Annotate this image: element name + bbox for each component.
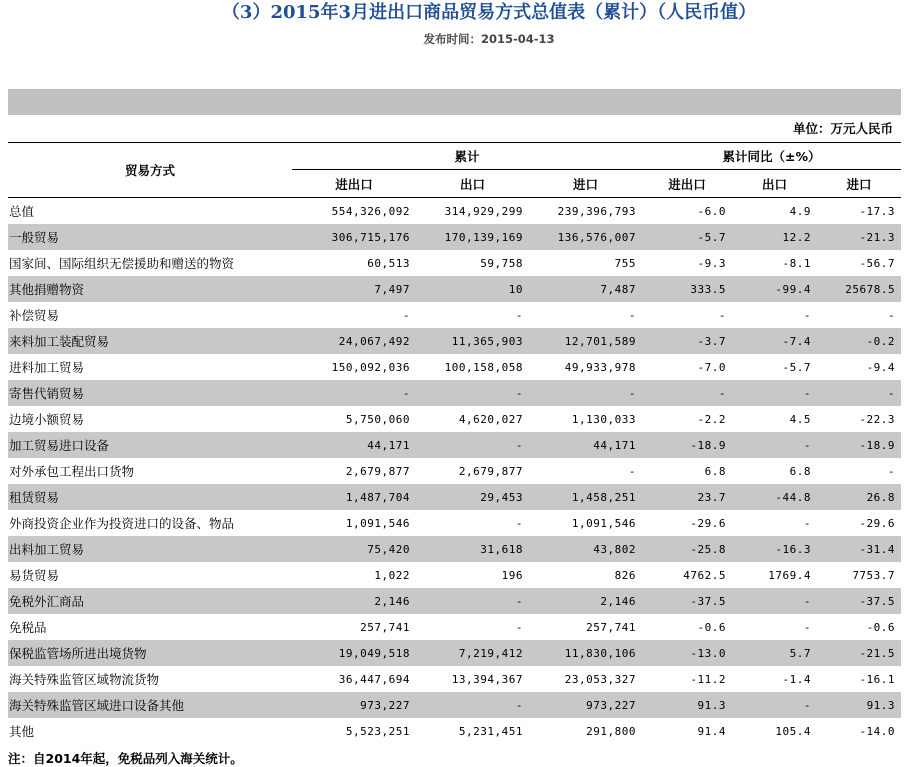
table-row: [8, 276, 901, 302]
cell-value: -56.7: [859, 256, 896, 270]
cell-value: -25.8: [642, 536, 732, 562]
cell-value: -44.8: [732, 484, 817, 510]
publish-date: [0, 31, 921, 47]
cell-value: -14.0: [859, 724, 896, 738]
cell-value: 196: [501, 568, 523, 582]
cell-value: 19,049,518: [292, 640, 416, 666]
cell-value: -: [803, 308, 812, 322]
table-row: [8, 614, 901, 640]
header-col-export: 出口: [416, 170, 529, 198]
row-label: 寄售代销贸易: [8, 380, 292, 406]
row-label: 一般贸易: [8, 224, 292, 250]
row-label: 其他: [9, 724, 35, 739]
cell-value: -: [416, 588, 529, 614]
cell-value: -0.6: [866, 620, 896, 634]
cell-value: 60,513: [367, 256, 410, 270]
table-row: [8, 250, 901, 276]
row-label: 对外承包工程出口货物: [9, 464, 135, 479]
row-label: 国家间、国际组织无偿援助和赠送的物资: [9, 256, 235, 271]
trade-table: [8, 142, 901, 744]
cell-value: 4.5: [789, 412, 812, 426]
cell-value: -: [416, 432, 529, 458]
cell-value: 1,458,251: [529, 484, 642, 510]
publish-date-value: 2015-04-13: [480, 32, 555, 46]
cell-value: -9.3: [697, 256, 727, 270]
cell-value: 5,231,451: [458, 724, 523, 738]
cell-value: 7,219,412: [416, 640, 529, 666]
cell-value: 5,523,251: [345, 724, 410, 738]
table-row: [8, 354, 901, 380]
cell-value: 136,576,007: [529, 224, 642, 250]
row-label: 海关特殊监管区域进口设备其他: [8, 692, 292, 718]
row-label: 外商投资企业作为投资进口的设备、物品: [9, 516, 235, 531]
row-label: 免税品: [9, 620, 47, 635]
cell-value: 4762.5: [683, 568, 727, 582]
table-body: [8, 198, 901, 745]
cell-value: -11.2: [690, 672, 727, 686]
cell-value: -: [732, 432, 817, 458]
cell-value: 150,092,036: [331, 360, 410, 374]
header-bar: [8, 89, 901, 115]
cell-value: -5.7: [782, 360, 812, 374]
footnote: 注：自2014年起，免税品列入海关统计。: [8, 751, 243, 766]
header-yoy: 累计同比（±%）: [642, 143, 901, 170]
table-row: [8, 536, 901, 562]
row-label: 总值: [9, 204, 35, 219]
cell-value: -7.0: [697, 360, 727, 374]
cell-value: 23.7: [642, 484, 732, 510]
cell-value: -0.6: [697, 620, 727, 634]
cell-value: 4.9: [789, 204, 812, 218]
row-label: 易货贸易: [9, 568, 60, 583]
cell-value: 2,146: [529, 588, 642, 614]
cell-value: -16.1: [859, 672, 896, 686]
cell-value: -: [887, 308, 896, 322]
cell-value: 6.8: [704, 464, 727, 478]
cell-value: -17.3: [859, 204, 896, 218]
cell-value: 2,679,877: [345, 464, 410, 478]
row-label: 租赁贸易: [8, 484, 292, 510]
cell-value: -2.2: [697, 412, 727, 426]
cell-value: -: [515, 516, 523, 530]
cell-value: -16.3: [732, 536, 817, 562]
cell-value: -13.0: [642, 640, 732, 666]
row-label: 保税监管场所进出境货物: [8, 640, 292, 666]
table-row: [8, 562, 901, 588]
header-col-total: 进出口: [292, 170, 416, 198]
row-label: 补偿贸易: [9, 308, 60, 323]
table-row: [8, 432, 901, 458]
cell-value: -31.4: [817, 536, 901, 562]
cell-value: 11,365,903: [416, 328, 529, 354]
row-label: 进料加工贸易: [9, 360, 85, 375]
table-row: [8, 224, 901, 250]
cell-value: 29,453: [416, 484, 529, 510]
cell-value: 91.4: [697, 724, 727, 738]
cell-value: 25678.5: [817, 276, 901, 302]
table-row: [8, 666, 901, 692]
row-label: 免税外汇商品: [8, 588, 292, 614]
cell-value: 7,497: [292, 276, 416, 302]
table-row: [8, 718, 901, 744]
cell-value: 2,679,877: [458, 464, 523, 478]
row-label: 海关特殊监管区域物流货物: [9, 672, 160, 687]
cell-value: 44,171: [292, 432, 416, 458]
unit-label: 单位：万元人民币: [792, 121, 893, 136]
cell-value: -: [628, 308, 637, 322]
row-label: 其他捐赠物资: [8, 276, 292, 302]
cell-value: 31,618: [416, 536, 529, 562]
cell-value: 973,227: [529, 692, 642, 718]
cell-value: 1769.4: [768, 568, 812, 582]
cell-value: 1,091,546: [571, 516, 637, 530]
cell-value: -: [732, 588, 817, 614]
row-label: 边境小额贸易: [9, 412, 85, 427]
cell-value: -: [642, 380, 732, 406]
cell-value: 239,396,793: [557, 204, 637, 218]
cell-value: -18.9: [642, 432, 732, 458]
cell-value: -18.9: [817, 432, 901, 458]
cell-value: 314,929,299: [444, 204, 523, 218]
table-row: [8, 198, 901, 225]
cell-value: 13,394,367: [451, 672, 523, 686]
cell-value: 59,758: [480, 256, 523, 270]
cell-value: 49,933,978: [564, 360, 637, 374]
publish-label: 发布时间：: [423, 32, 481, 46]
table-row: [8, 328, 901, 354]
cell-value: 75,420: [292, 536, 416, 562]
cell-value: 11,830,106: [529, 640, 642, 666]
cell-value: 1,130,033: [571, 412, 637, 426]
row-label: 加工贸易进口设备: [8, 432, 292, 458]
cell-value: 105.4: [775, 724, 812, 738]
cell-value: 4,620,027: [458, 412, 523, 426]
cell-value: -: [628, 464, 637, 478]
cell-value: 291,800: [586, 724, 637, 738]
cell-value: 1,487,704: [292, 484, 416, 510]
cell-value: -6.0: [697, 204, 727, 218]
row-label: 出料加工贸易: [8, 536, 292, 562]
cell-value: 1,022: [374, 568, 410, 582]
table-row: [8, 510, 901, 536]
cell-value: 7,487: [529, 276, 642, 302]
cell-value: 973,227: [292, 692, 416, 718]
cell-value: -22.3: [859, 412, 896, 426]
cell-value: -29.6: [690, 516, 727, 530]
table-row: [8, 380, 901, 406]
header-col-yoy-export: 出口: [732, 170, 817, 198]
cell-value: 257,741: [586, 620, 637, 634]
cell-value: -9.4: [866, 360, 896, 374]
cell-value: 24,067,492: [292, 328, 416, 354]
header-col-import: 进口: [529, 170, 642, 198]
cell-value: -99.4: [732, 276, 817, 302]
table-row: [8, 588, 901, 614]
page-title: （3）2015年3月进出口商品贸易方式总值表（累计）（人民币值）: [221, 2, 757, 23]
cell-value: -5.7: [642, 224, 732, 250]
cell-value: 2,146: [292, 588, 416, 614]
cell-value: 333.5: [642, 276, 732, 302]
cell-value: 6.8: [789, 464, 812, 478]
cell-value: -: [515, 308, 523, 322]
table-row: [8, 640, 901, 666]
cell-value: -: [718, 308, 727, 322]
cell-value: -21.3: [817, 224, 901, 250]
cell-value: 91.3: [817, 692, 901, 718]
cell-value: 100,158,058: [444, 360, 523, 374]
cell-value: -21.5: [817, 640, 901, 666]
cell-value: -: [416, 380, 529, 406]
cell-value: 10: [416, 276, 529, 302]
cell-value: -: [803, 620, 812, 634]
cell-value: -3.7: [642, 328, 732, 354]
cell-value: -: [515, 620, 523, 634]
cell-value: -37.5: [817, 588, 901, 614]
cell-value: -: [817, 380, 901, 406]
cell-value: 44,171: [529, 432, 642, 458]
cell-value: -: [887, 464, 896, 478]
header-col-yoy-import: 进口: [817, 170, 901, 198]
cell-value: 91.3: [642, 692, 732, 718]
header-col-yoy-total: 进出口: [642, 170, 732, 198]
cell-value: -1.4: [782, 672, 812, 686]
cell-value: 554,326,092: [331, 204, 410, 218]
cell-value: 5,750,060: [345, 412, 410, 426]
table-row: [8, 302, 901, 328]
cell-value: -: [732, 692, 817, 718]
cell-value: 170,139,169: [416, 224, 529, 250]
cell-value: 36,447,694: [338, 672, 410, 686]
cell-value: -: [292, 380, 416, 406]
cell-value: 755: [614, 256, 637, 270]
cell-value: 43,802: [529, 536, 642, 562]
cell-value: 257,741: [360, 620, 410, 634]
cell-value: 12.2: [732, 224, 817, 250]
cell-value: -29.6: [859, 516, 896, 530]
cell-value: 23,053,327: [564, 672, 637, 686]
cell-value: -7.4: [732, 328, 817, 354]
cell-value: -: [529, 380, 642, 406]
cell-value: -: [416, 692, 529, 718]
table-row: [8, 692, 901, 718]
cell-value: 1,091,546: [345, 516, 410, 530]
cell-value: 26.8: [817, 484, 901, 510]
cell-value: -: [402, 308, 410, 322]
table-row: [8, 484, 901, 510]
cell-value: -: [732, 380, 817, 406]
cell-value: -0.2: [817, 328, 901, 354]
cell-value: -8.1: [782, 256, 812, 270]
cell-value: 12,701,589: [529, 328, 642, 354]
header-trade-mode: 贸易方式: [8, 143, 292, 198]
table-row: [8, 406, 901, 432]
cell-value: -37.5: [642, 588, 732, 614]
row-label: 来料加工装配贸易: [8, 328, 292, 354]
table-row: [8, 458, 901, 484]
cell-value: 7753.7: [852, 568, 896, 582]
cell-value: 826: [614, 568, 637, 582]
cell-value: 306,715,176: [292, 224, 416, 250]
cell-value: 5.7: [732, 640, 817, 666]
cell-value: -: [803, 516, 812, 530]
header-cumulative: 累计: [292, 143, 642, 170]
